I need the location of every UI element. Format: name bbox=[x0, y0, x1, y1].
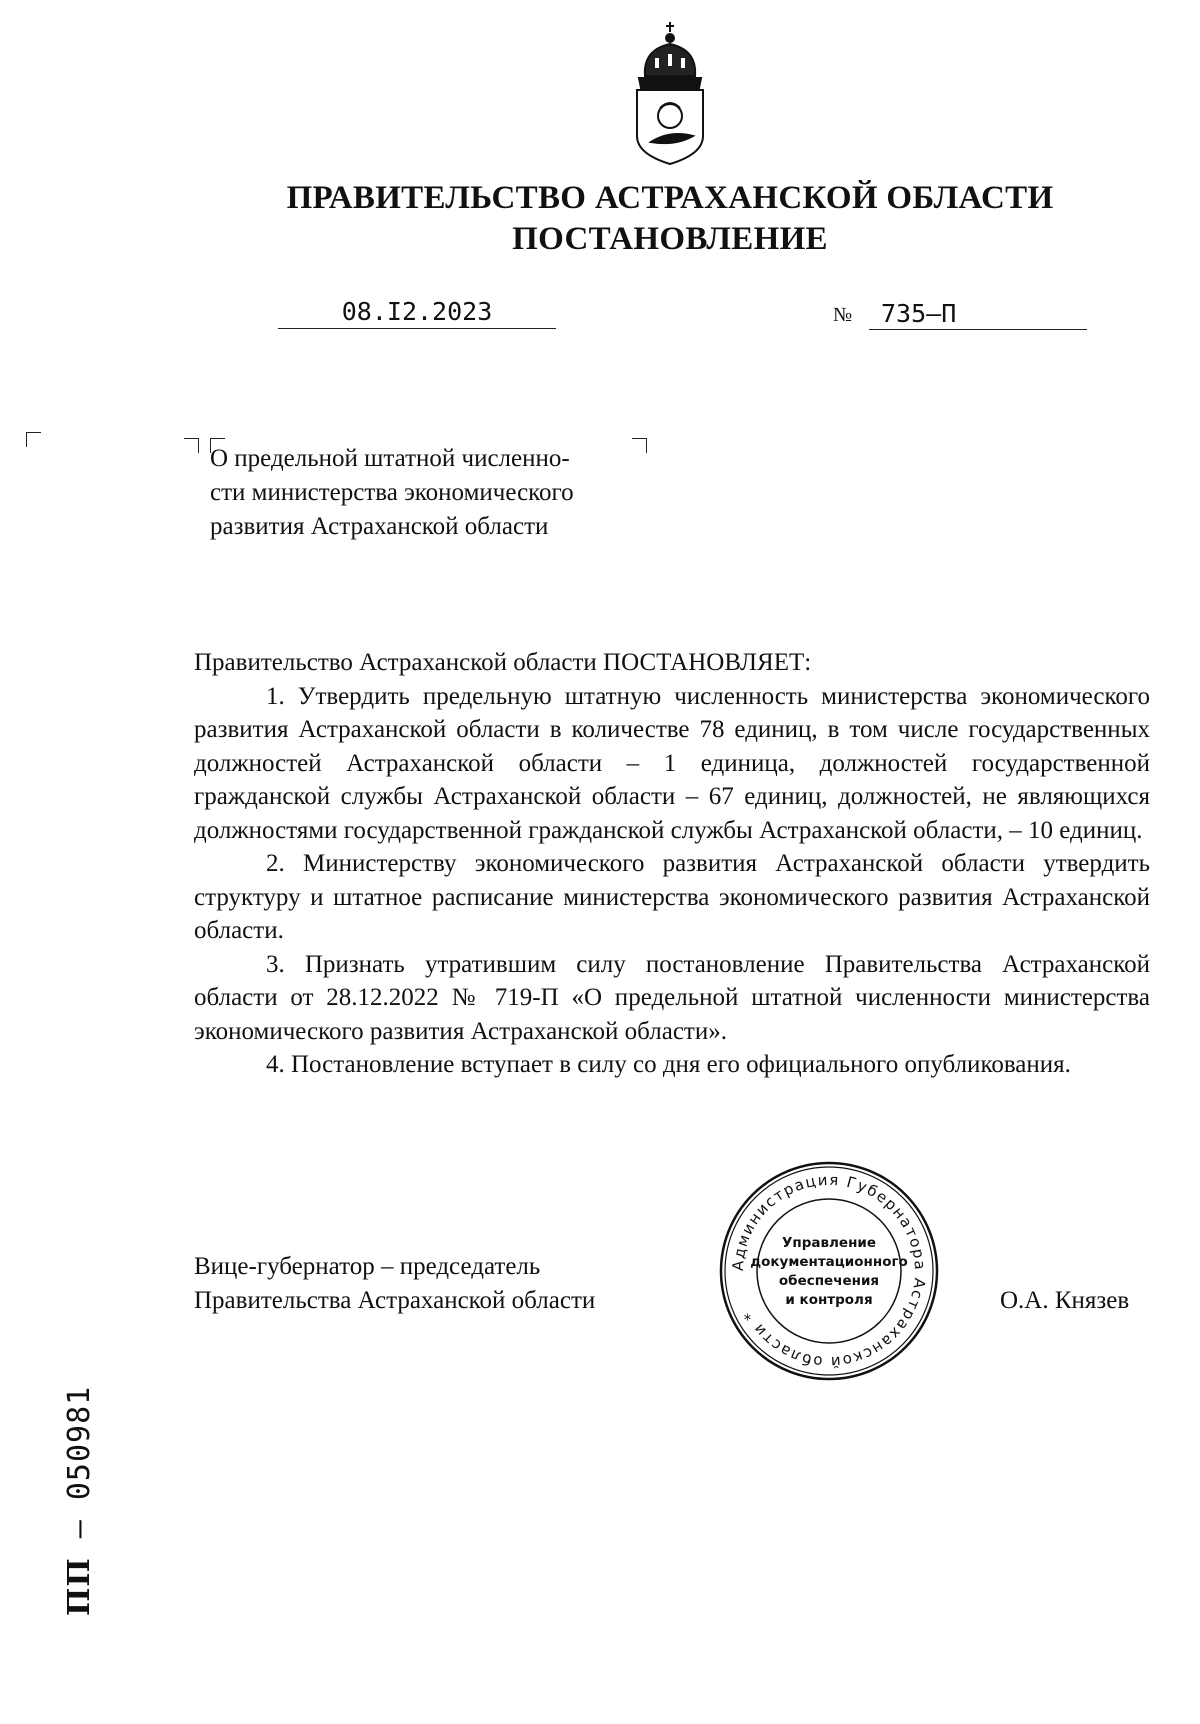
document-type: ПОСТАНОВЛЕНИЕ bbox=[512, 221, 828, 257]
stamp-center-line: и контроля bbox=[785, 1292, 873, 1308]
resolution-item-4: 4. Постановление вступает в силу со дня его официального опубликования. bbox=[266, 1051, 1071, 1078]
subject-bracket-mark bbox=[632, 438, 647, 453]
document-header bbox=[220, 178, 1120, 260]
signatory-position-line: Вице-губернатор – председатель bbox=[194, 1253, 541, 1280]
stamp-ring-text: Администрация Губернатора Астраханской области * bbox=[728, 1170, 930, 1372]
signatory-name: О.А. Князев bbox=[1000, 1287, 1130, 1314]
subject-bracket-mark bbox=[184, 438, 199, 453]
stamp-center-line: обеспечения bbox=[778, 1273, 880, 1289]
form-serial-number bbox=[62, 1386, 97, 1616]
document-subject bbox=[210, 442, 574, 544]
document-number: 735–П bbox=[869, 298, 1087, 330]
svg-text:Администрация Губернатора Астр bbox=[729, 1171, 929, 1371]
organization-name: ПРАВИТЕЛЬСТВО АСТРАХАНСКОЙ ОБЛАСТИ bbox=[286, 180, 1054, 216]
resolution-item-3: 3. Признать утратившим силу постановление Правительства Астраханской области от 28.12.2022 № 719-П «О предельной штатной численности министерства экономического развития Астраханской области». bbox=[194, 950, 1150, 1045]
coat-of-arms-icon bbox=[615, 18, 725, 168]
margin-corner-mark bbox=[26, 432, 41, 447]
document-date: 08.I2.2023 bbox=[278, 296, 556, 329]
subject-line: сти министерства экономического bbox=[210, 479, 574, 506]
subject-line: О предельной штатной численно- bbox=[210, 445, 570, 472]
signatory-position-line: Правительства Астраханской области bbox=[194, 1287, 596, 1314]
serial-separator: – bbox=[62, 1500, 97, 1539]
stamp-center-line: Управление bbox=[781, 1235, 877, 1251]
official-stamp bbox=[716, 1158, 942, 1384]
subject-line: развития Астраханской области bbox=[210, 513, 549, 540]
serial-number: 050981 bbox=[62, 1385, 97, 1501]
stamp-center-line: документационного bbox=[750, 1254, 908, 1270]
number-label: № bbox=[833, 304, 853, 326]
serial-series: ПП bbox=[62, 1557, 97, 1616]
document-body bbox=[194, 646, 1150, 1082]
resolution-item-1: 1. Утвердить предельную штатную численность министерства экономического развития Астраханской области в количестве 78 единиц, в том числе государственных должностей Астраханской области – 1 единица, должностей государственной гражданской службы Астраханской области – 67 единиц, должностей, не являющихся должностями государственной гражданской службы Астраханской области, – 10 единиц. bbox=[194, 682, 1150, 844]
resolution-intro: Правительство Астраханской области ПОСТАНОВЛЯЕТ: bbox=[194, 649, 812, 676]
resolution-item-2: 2. Министерству экономического развития Астраханской области утвердить структуру и штатное расписание министерства экономического развития Астраханской области. bbox=[194, 850, 1150, 944]
signatory-position bbox=[194, 1250, 595, 1318]
